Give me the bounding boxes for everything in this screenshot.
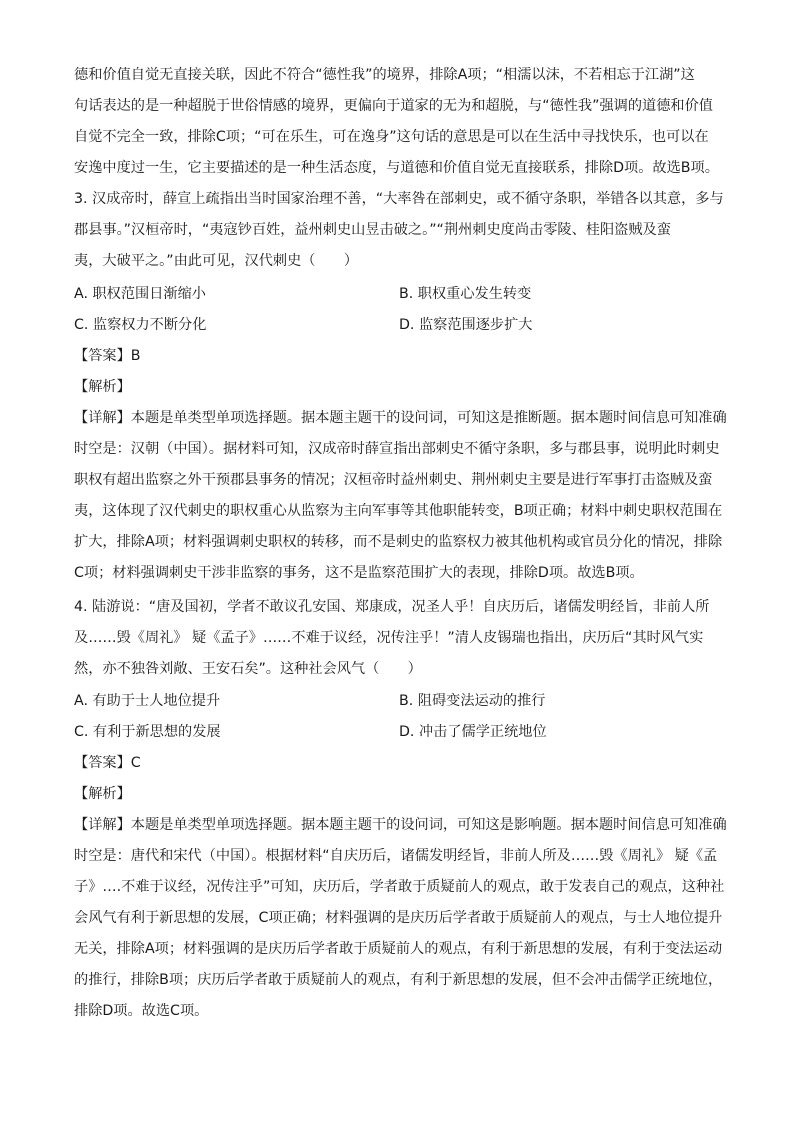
stem-line: 郡县事。”汉桓帝时，“夷寇钞百姓，益州刺史山昱击破之。”“荆州刺史度尚击零陵、桂阳盗贼及蛮 <box>74 222 671 238</box>
option-d: D. 冲击了儒学正统地位 <box>399 724 547 740</box>
answer-tag: 【答案】 <box>74 348 131 364</box>
detail-line: 无关，排除A项；材料强调的是庆历后学者敢于质疑前人的观点，有利于新思想的发展，有利于变法运动 <box>74 941 723 957</box>
analysis-tag: 【解析】 <box>74 379 131 395</box>
answer-value: C <box>130 755 141 771</box>
question-3-options <box>74 279 734 341</box>
option-c: C. 监察权力不断分化 <box>74 317 207 333</box>
question-3-detail <box>74 403 734 589</box>
stem-line: 然，亦不独咎刘敞、王安石矣”。这种社会风气（ ） <box>74 661 422 677</box>
option-c: C. 有利于新思想的发展 <box>74 724 221 740</box>
detail-line: 子》….不难于议经，况传注乎”可知，庆历后，学者敢于质疑前人的观点，敢于发表自己的观点，这种社 <box>74 879 725 895</box>
detail-line: 的推行，排除B项；庆历后学者敢于质疑前人的观点，有利于新思想的发展，但不会冲击儒学正统地位， <box>74 972 723 988</box>
detail-line: 会风气有利于新思想的发展，C项正确；材料强调的是庆历后学者敢于质疑前人的观点，与士人地位提升 <box>74 910 723 926</box>
question-4-options <box>74 686 734 748</box>
stem-line: 及……毁《周礼》 疑《孟子》……不难于议经，况传注乎！”清人皮锡瑞也指出，庆历后“其时风气实 <box>74 630 704 646</box>
option-b: B. 阻碍变法运动的推行 <box>399 693 546 709</box>
q2-analysis-continuation <box>74 60 734 184</box>
question-3-answer <box>74 341 734 403</box>
detail-line: 职权有超出监察之外干预郡县事务的情况；汉桓帝时益州刺史、荆州刺史主要是进行军事打击盗贼及蛮 <box>74 472 713 488</box>
answer-line <box>74 341 734 372</box>
stem-line: 夷，大破平之。”由此可见，汉代刺史（ ） <box>74 253 359 269</box>
detail-line: 【详解】本题是单类型单项选择题。据本题主题干的设问词，可知这是影响题。据本题时间信息可知准确 <box>74 817 727 833</box>
stem-line: 3. 汉成帝时，薛宣上疏指出当时国家治理不善，“大率咎在部刺史，或不循守条职，举错各以其意，多与 <box>74 191 724 207</box>
detail-line: 夷，这体现了汉代刺史的职权重心从监察为主向军事等其他职能转变，B项正确；材料中刺史职权范围在 <box>74 503 723 519</box>
detail-line: 扩大，排除A项；材料强调刺史职权的转移，而不是刺史的监察权力被其他机构或官员分化的情况，排除 <box>74 534 723 550</box>
question-3-stem <box>74 184 734 277</box>
question-4-stem <box>74 592 734 685</box>
option-a: A. 有助于士人地位提升 <box>74 693 221 709</box>
option-d: D. 监察范围逐步扩大 <box>399 317 533 333</box>
stem-line: 4. 陆游说：“唐及国初，学者不敢议孔安国、郑康成，况圣人乎！自庆历后，诸儒发明经旨，非前人所 <box>74 599 710 615</box>
answer-tag: 【答案】 <box>74 755 131 771</box>
detail-line: 排除D项。故选C项。 <box>74 1003 209 1019</box>
detail-line: C项；材料强调刺史干涉非监察的事务，这不是监察范围扩大的表现，排除D项。故选B项。 <box>74 565 644 581</box>
option-b: B. 职权重心发生转变 <box>399 286 532 302</box>
question-4-answer <box>74 748 734 810</box>
text-line: 自觉不完全一致，排除C项；“可在乐生，可在逸身”这句话的意思是可以在生活中寻找快乐，也可以在 <box>74 129 709 145</box>
question-4-detail <box>74 810 734 1027</box>
detail-line: 时空是：汉朝（中国）。据材料可知，汉成帝时薛宣指出部刺史不循守条职，多与郡县事，说明此时刺史 <box>74 441 720 457</box>
analysis-tag: 【解析】 <box>74 786 131 802</box>
detail-line: 【详解】本题是单类型单项选择题。据本题主题干的设问词，可知这是推断题。据本题时间信息可知准确 <box>74 410 727 426</box>
detail-line: 时空是：唐代和宋代（中国）。根据材料“自庆历后，诸儒发明经旨，非前人所及……毁《周礼》 疑《孟 <box>74 848 718 864</box>
text-line: 句话表达的是一种超脱于世俗情感的境界，更偏向于道家的无为和超脱，与“德性我”强调的道德和价值 <box>74 98 713 114</box>
text-line: 德和价值自觉无直接关联，因此不符合“德性我”的境界，排除A项；“相濡以沫，不若相忘于江湖”这 <box>74 67 695 83</box>
option-a: A. 职权范围日渐缩小 <box>74 286 206 302</box>
answer-line <box>74 748 734 779</box>
answer-value: B <box>130 348 141 364</box>
text-line: 安逸中度过一生，它主要描述的是一种生活态度，与道德和价值自觉无直接联系，排除D项。故选B项。 <box>74 160 719 176</box>
